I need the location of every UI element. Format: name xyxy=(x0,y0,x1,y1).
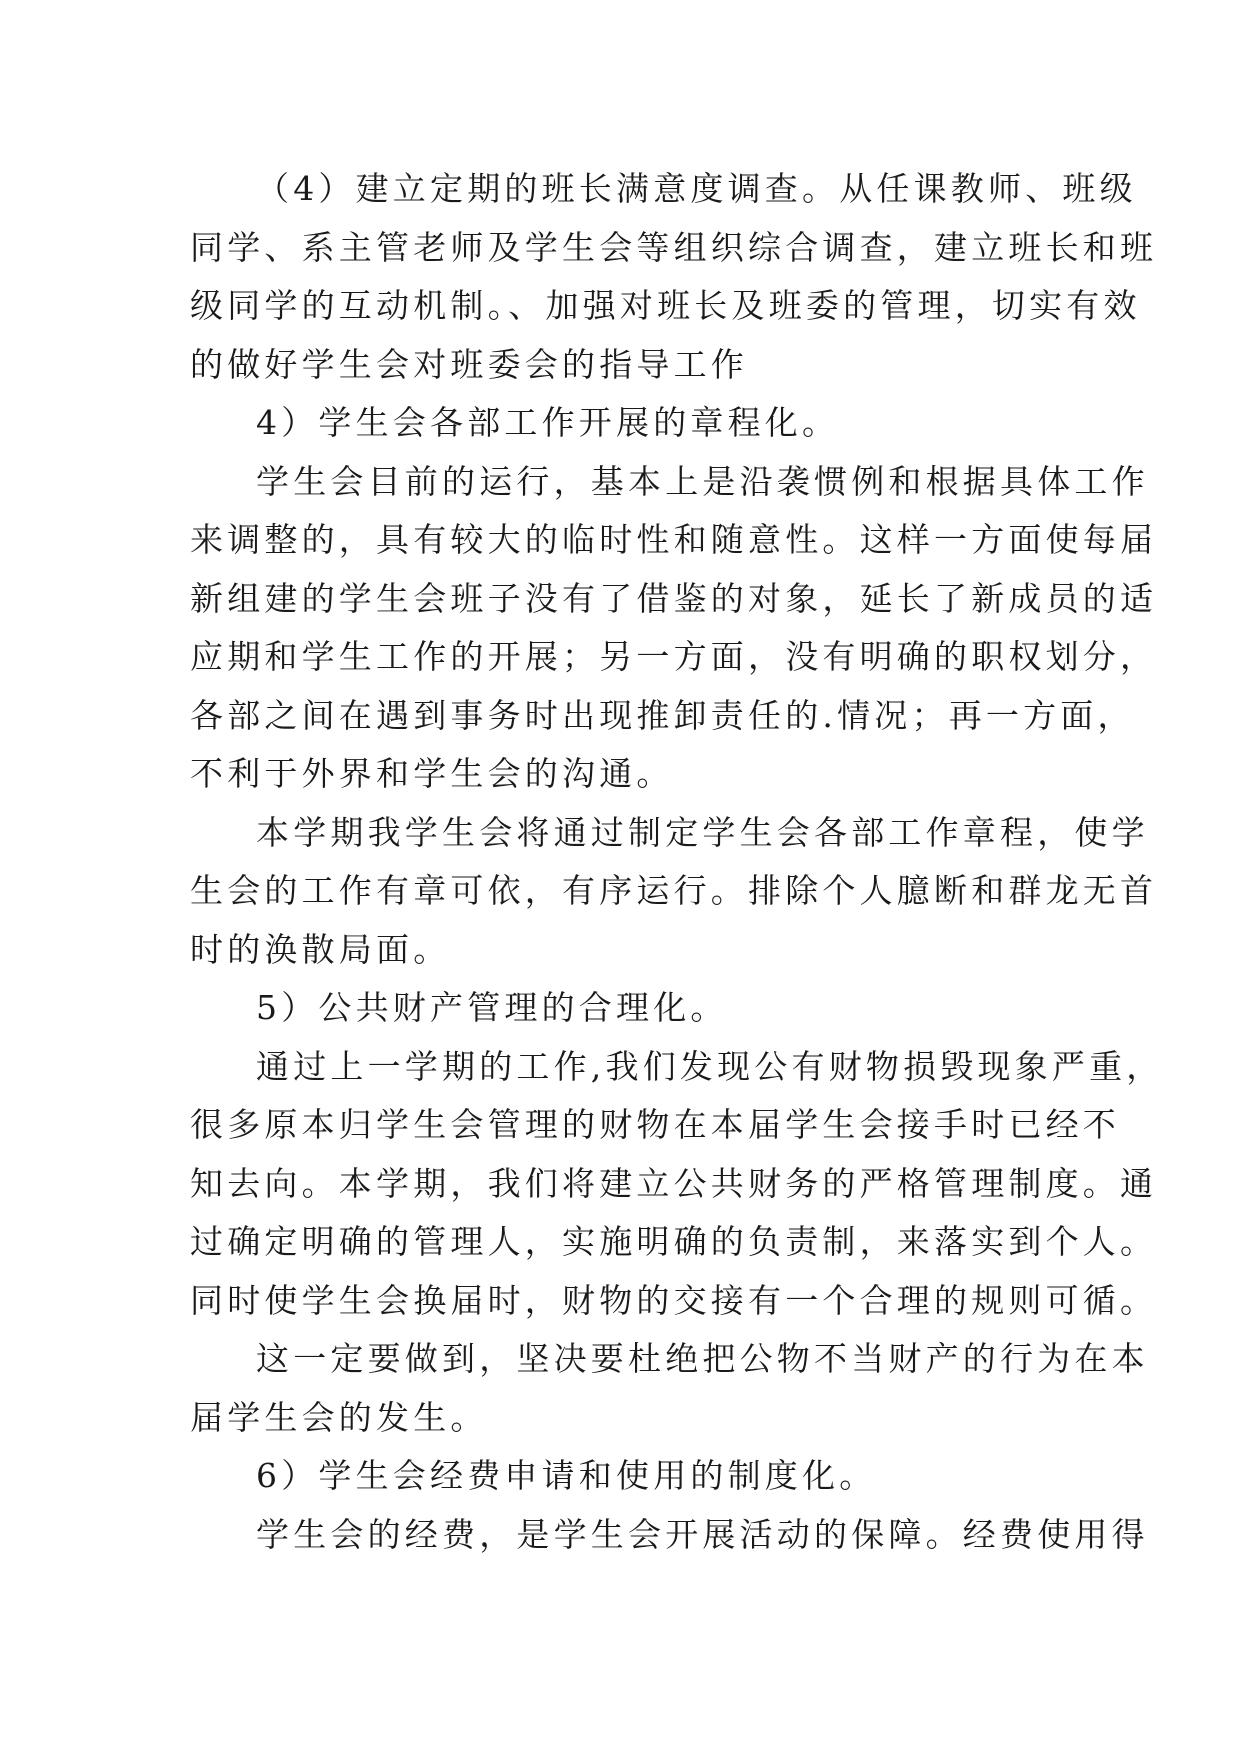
text-line: 同时使学生会换届时，财物的交接有一个合理的规则可循。 xyxy=(190,1280,1158,1320)
text-line: 学生会目前的运行，基本上是沿袭惯例和根据具体工作 xyxy=(256,461,1149,501)
text-line: 的做好学生会对班委会的指导工作 xyxy=(190,344,748,384)
text-line: 学生会的经费，是学生会开展活动的保障。经费使用得 xyxy=(256,1514,1149,1554)
text-line: （4）建立定期的班长满意度调查。从任课教师、班级 xyxy=(256,169,1137,208)
paragraph-funding xyxy=(190,1506,1149,1565)
text-line: 通过上一学期的工作,我们发现公有财物损毁现象严重， xyxy=(256,1046,1164,1086)
text-line: 届学生会的发生。 xyxy=(190,1397,488,1437)
text-line: 知去向。本学期，我们将建立公共财务的严格管理制度。通 xyxy=(190,1163,1158,1203)
text-line: 过确定明确的管理人，实施明确的负责制，来落实到个人。 xyxy=(190,1222,1158,1261)
heading-4-charter xyxy=(190,394,1070,453)
text-line: 很多原本归学生会管理的财物在本届学生会接手时已经不 xyxy=(190,1105,1120,1144)
document-body xyxy=(190,160,1164,1564)
paragraph-class-monitor-survey xyxy=(190,160,1158,394)
paragraph-current-operation xyxy=(190,453,1158,804)
text-line: 本学期我学生会将通过制定学生会各部工作章程，使学 xyxy=(256,812,1149,852)
text-line: 生会的工作有章可依，有序运行。排除个人臆断和群龙无首 xyxy=(190,871,1158,910)
text-line: 时的涣散局面。 xyxy=(190,929,451,969)
text-line: 不利于外界和学生会的沟通。 xyxy=(190,754,674,793)
heading-5-property xyxy=(190,979,1070,1038)
text-line: 同学、系主管老师及学生会等组织综合调查，建立班长和班 xyxy=(190,227,1158,267)
text-line: 级同学的互动机制。、加强对班长及班委的管理，切实有效 xyxy=(190,286,1141,325)
paragraph-property-management xyxy=(190,1038,1164,1331)
section-heading: 5）公共财产管理的合理化。 xyxy=(256,988,728,1027)
section-heading: 6）学生会经费申请和使用的制度化。 xyxy=(256,1456,877,1495)
text-line: 来调整的，具有较大的临时性和随意性。这样一方面使每届 xyxy=(190,520,1158,559)
text-line: 新组建的学生会班子没有了借鉴的对象，延长了新成员的适 xyxy=(190,578,1158,618)
section-heading: 4）学生会各部工作开展的章程化。 xyxy=(256,403,840,442)
paragraph-must-achieve xyxy=(190,1330,1149,1447)
text-line: 应期和学生工作的开展；另一方面，没有明确的职权划分， xyxy=(190,637,1158,676)
text-line: 各部之间在遇到事务时出现推卸责任的.情况；再一方面， xyxy=(190,695,1135,735)
heading-6-funding xyxy=(190,1447,1070,1506)
paragraph-charter-plan xyxy=(190,804,1158,980)
text-line: 这一定要做到，坚决要杜绝把公物不当财产的行为在本 xyxy=(256,1339,1149,1378)
